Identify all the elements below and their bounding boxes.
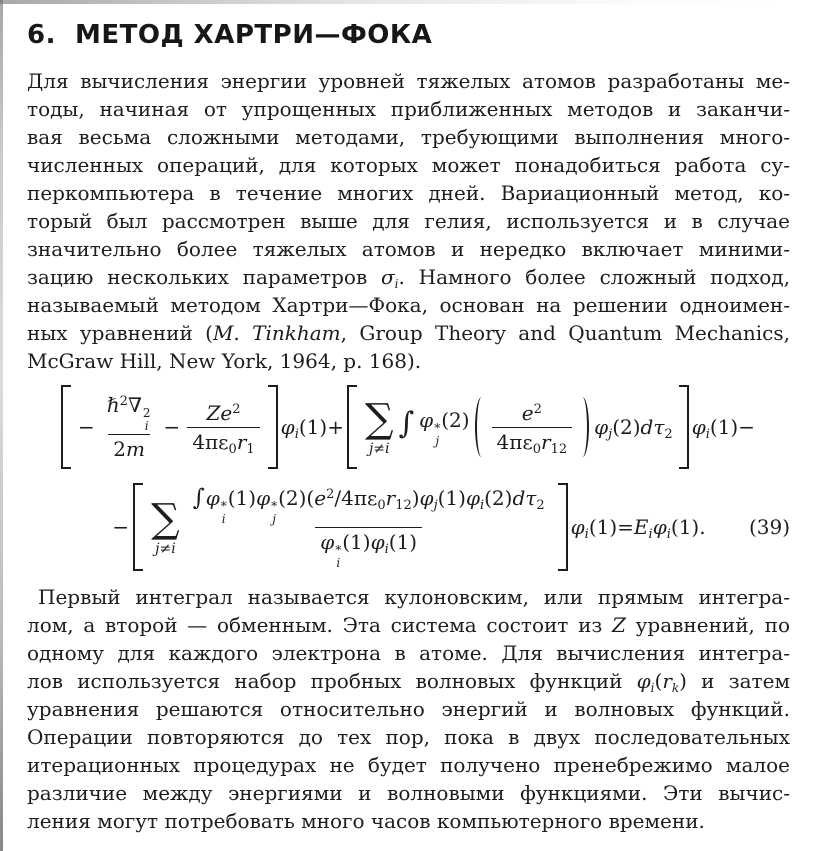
p1-line-2: тоды, начиная от упрощенных приближенных методов и заканчи- [27, 97, 790, 121]
z-symbol: Z [612, 613, 626, 637]
scan-artifact-top-edge [0, 0, 780, 4]
section-title: МЕТОД ХАРТРИ—ФОКА [75, 20, 433, 50]
fraction-coulomb-numerator: $e^2$ [521, 400, 542, 425]
integral-sign: ∫ [398, 406, 415, 441]
fraction-coulomb-denominator: $4\pi\varepsilon_0r_{12}$ [492, 427, 573, 454]
bracket-left-icon [61, 385, 71, 469]
fraction-kinetic-denominator: 2m [108, 434, 150, 461]
fraction-nuclear-denominator: $4\pi\varepsilon_0r_1$ [187, 427, 259, 454]
phi-star-j: * j [434, 420, 441, 448]
p1-line-1: Для вычисления энергии уровней тяжелых атомов разработаны ме- [27, 69, 790, 93]
p1-line-11: McGraw Hill, New York, 1964, p. 168). [27, 349, 422, 373]
fraction-exchange-denominator: φ * i $(1)\varphi_i(1)$ [315, 527, 422, 569]
p2-line-8: различие между энергиями и волновыми функциями. Эти вычис- [27, 781, 790, 805]
p1-line-6: торый был рассмотрен выше для гелия, используется и в случае [27, 209, 790, 233]
fraction-nuclear [187, 400, 259, 457]
p1-line-4: численных операций, для которых может понадобиться работа су- [27, 153, 790, 177]
paren-right-icon [578, 397, 589, 457]
p1-line-7: значительно более тяжелых атомов и нередко включает миними- [27, 237, 790, 261]
term-phi-j-dtau: $\varphi_j(2)d\tau_2$ [594, 415, 673, 442]
term-phi-i-plus: $\varphi_i(1)+$ [280, 415, 344, 442]
paragraph-2 [27, 583, 790, 835]
fraction-kinetic [102, 393, 157, 461]
bracket-left-icon [347, 385, 357, 469]
fraction-exchange-numerator: ∫φ * i (1)φ * j $(2)(e^2/4\pi\varepsilon_0r_{12})\varphi_j(1)\varphi_i(2)d\tau_2$ [192, 484, 545, 526]
p1-line-9: называемый методом Хартри—Фока, основан на решении одноимен- [27, 293, 790, 317]
citation-author: M. Tinkham [212, 321, 341, 345]
p2-line-6: Операции повторяются до тех пор, пока в двух последовательных [27, 725, 790, 749]
equation-number: (39) [748, 515, 790, 539]
p2-line-2 [27, 611, 790, 639]
paren-left-icon [475, 397, 486, 457]
phi-star-i: * i [335, 542, 342, 570]
fraction-kinetic-numerator: ℏ$^2$∇ 2 i [106, 393, 151, 433]
sum-limit: j≠i [155, 540, 176, 557]
bracket-left-icon [133, 483, 143, 571]
scan-artifact-left-edge [0, 0, 3, 851]
p2-line-1: Первый интеграл называется кулоновским, или прямым интегра- [38, 585, 790, 609]
term-phi-j-star: φ * j (2) [419, 407, 470, 448]
phi-star-i: * i [220, 498, 227, 526]
minus-sign: − [163, 415, 181, 439]
p2-line-4-text2: и затем [686, 669, 790, 693]
term-eigenvalue: $\varphi_i(1)=E_i\varphi_i(1)$. [570, 515, 706, 542]
p2-line-4: лов используется набор пробных волновых функций $\varphi_i(r_k)$ и затем [27, 669, 790, 695]
section-heading [27, 20, 790, 50]
fraction-coulomb [492, 400, 573, 457]
p2-line-9: ления могут потребовать много часов компьютерного времени. [27, 809, 705, 833]
p2-line-2-text: лом, а второй — обменным. Эта система состоит из [27, 613, 613, 637]
p1-line-10 [27, 319, 790, 347]
p1-line-8 [27, 263, 790, 291]
p2-line-4-text: лов используется набор пробных волновых функций [27, 669, 637, 693]
term-phi-i-minus: $\varphi_i(1)-$ [691, 415, 755, 442]
p1-line-3: вая весьма сложными методами, требующими выполнения много- [27, 125, 790, 149]
p1-line-8-text2: . Намного более сложный подход, [398, 265, 790, 289]
p1-line-10-text2: , Group Theory and Quantum Mechanics, [340, 321, 790, 345]
sigma-symbol: σ [381, 265, 395, 289]
equation-line-2 [27, 481, 790, 573]
p2-line-7: итерационных процедурах не будет получено пренебрежимо малое [27, 753, 790, 777]
integral-sign: ∫ [192, 484, 205, 511]
sigma-subscript: i [394, 277, 399, 291]
sum-operator: ∑ j≠i [364, 395, 394, 457]
fraction-nuclear-numerator: Ze$^2$ [206, 400, 241, 425]
p2-line-3: одному для каждого электрона в атоме. Для вычисления интегра- [27, 641, 790, 665]
p1-line-5: перкомпьютера в течение многих дней. Вариационный метод, ко- [27, 181, 790, 205]
minus-sign: − [78, 415, 95, 439]
fraction-exchange [188, 486, 550, 569]
bracket-right-icon [558, 483, 568, 571]
equation-39 [27, 383, 790, 573]
p1-line-8-text: зацию нескольких параметров [27, 265, 382, 289]
r-symbol: r [662, 669, 672, 693]
phi-symbol: φ [636, 669, 651, 693]
p2-line-2-text2: уравнений, по [625, 613, 790, 637]
minus-sign: − [112, 515, 130, 539]
p2-line-5: уравнения решаются относительно энергий и волновых функций. [27, 697, 790, 721]
sum-operator: ∑ j≠i [151, 495, 180, 557]
nabla-supsub: 2 i [142, 406, 151, 433]
sum-limit: j≠i [368, 440, 390, 457]
paragraph-1 [27, 67, 790, 375]
equation-line-1 [27, 383, 790, 471]
section-number: 6. [27, 20, 56, 50]
bracket-right-icon [679, 385, 689, 469]
bracket-right-icon [268, 385, 278, 469]
phi-star-j: * j [271, 498, 278, 526]
p1-line-10-text: ных уравнений ( [27, 321, 213, 345]
